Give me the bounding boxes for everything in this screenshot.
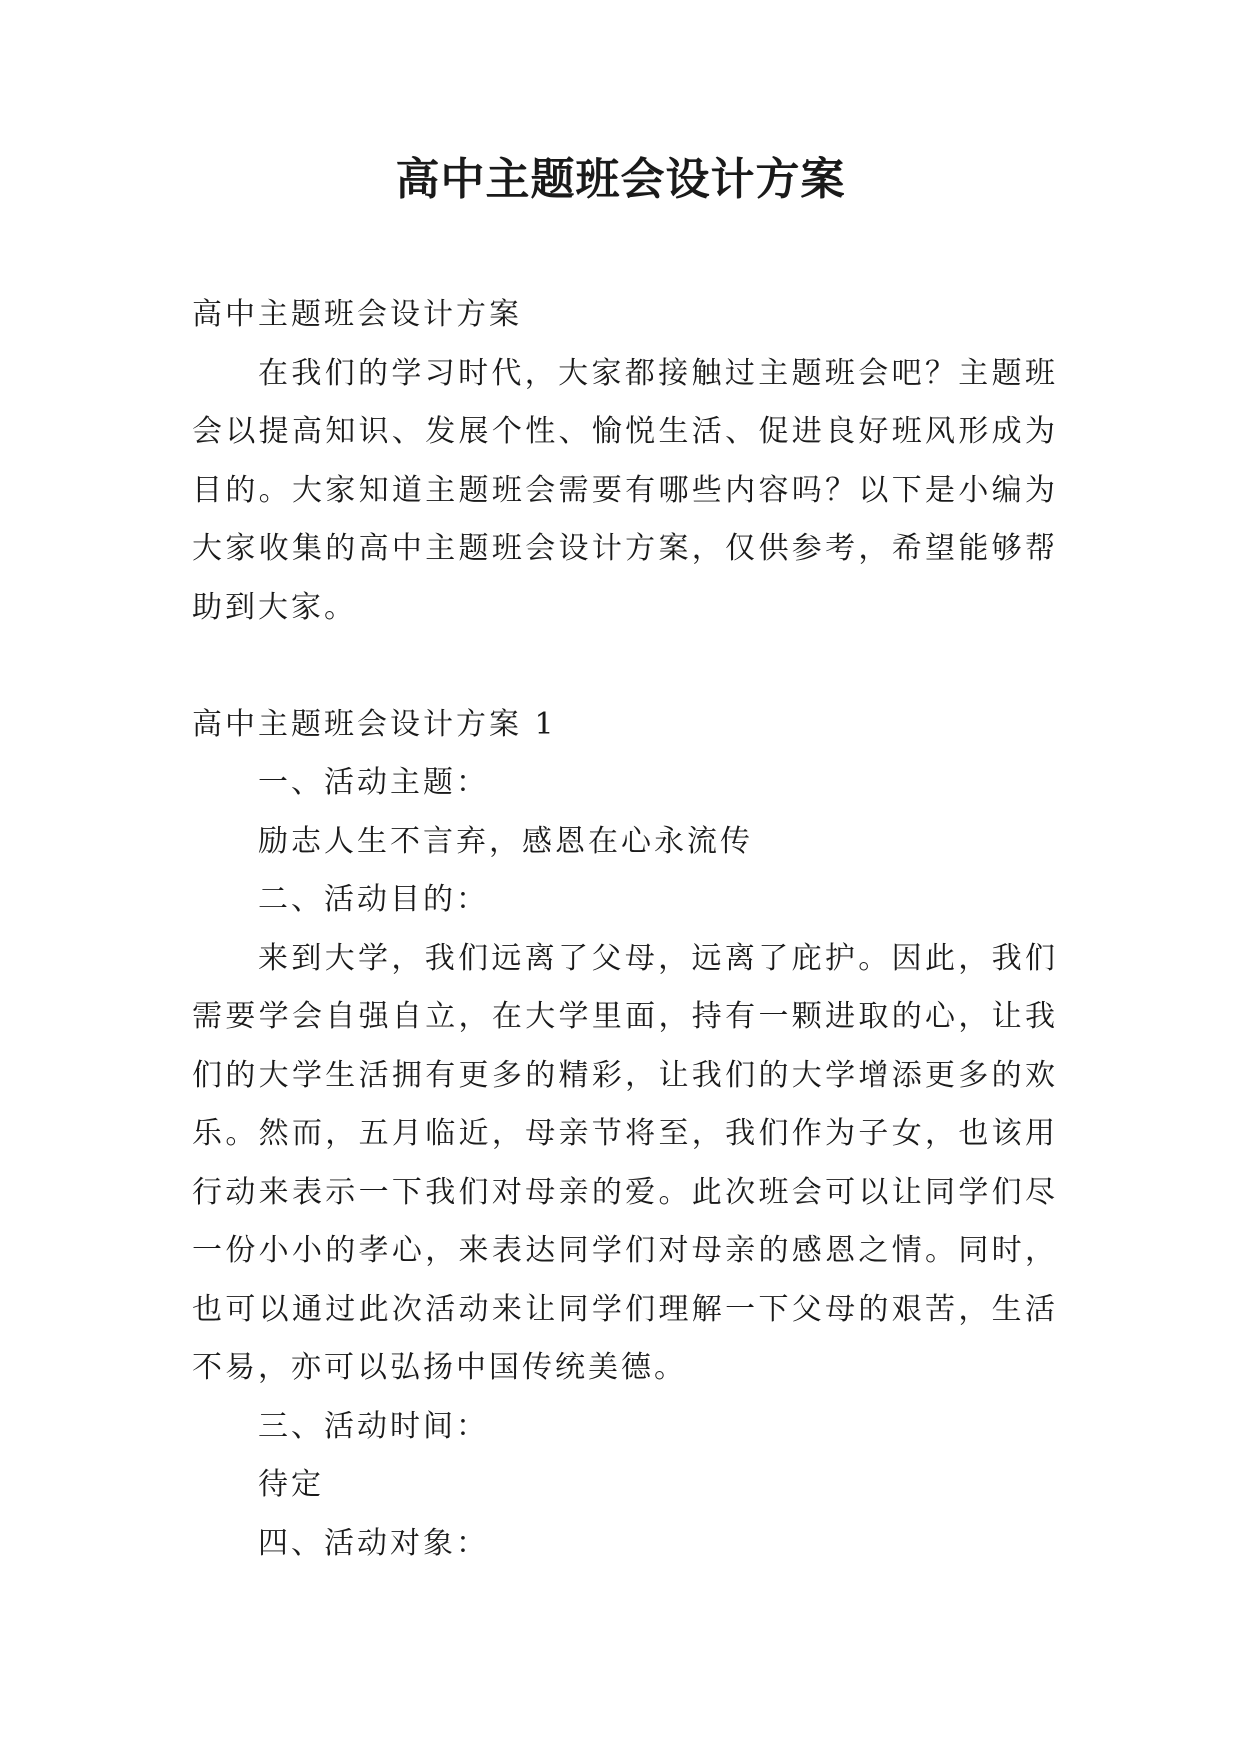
document-subtitle: 高中主题班会设计方案 <box>192 297 522 332</box>
paragraph-gap <box>192 637 1058 696</box>
activity-time-heading: 三、活动时间： <box>258 1408 489 1444</box>
intro-paragraph: 在我们的学习时代，大家都接触过主题班会吧？主题班会以提高知识、发展个性、愉悦生活、促进良好班风形成为目的。大家知道主题班会需要有哪些内容吗？以下是小编为大家收集的高中主题班会设计方案，仅供参考，希望能够帮助到大家。 <box>192 355 1058 625</box>
activity-theme-text: 励志人生不言弃，感恩在心永流传 <box>258 823 753 859</box>
document-body <box>192 286 1058 1573</box>
activity-time-text: 待定 <box>258 1467 324 1502</box>
activity-target-heading: 四、活动对象： <box>258 1525 489 1561</box>
activity-theme-heading: 一、活动主题： <box>258 765 489 800</box>
activity-purpose-heading: 二、活动目的： <box>258 882 489 917</box>
document-title: 高中主题班会设计方案 <box>395 154 846 205</box>
activity-purpose-text: 来到大学，我们远离了父母，远离了庇护。因此，我们需要学会自强自立，在大学里面，持有一颗进取的心，让我们的大学生活拥有更多的精彩，让我们的大学增添更多的欢乐。然而，五月临近，母亲节将至，我们作为子女，也该用行动来表示一下我们对母亲的爱。此次班会可以让同学们尽一份小小的孝心，来表达同学们对母亲的感恩之情。同时，也可以通过此次活动来让同学们理解一下父母的艰苦，生活不易，亦可以弘扬中国传统美德。 <box>192 940 1058 1385</box>
section-heading: 高中主题班会设计方案 1 <box>192 706 557 742</box>
